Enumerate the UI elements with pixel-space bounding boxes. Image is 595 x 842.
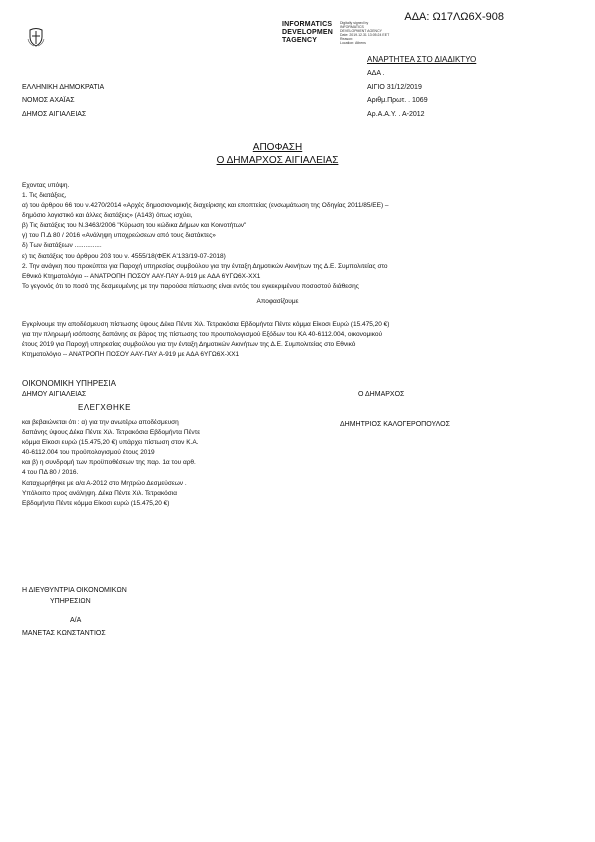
ada-code: ΑΔΑ: Ω17ΛΩ6Χ-908 [404, 11, 504, 23]
finance-line: και β) η συνδρομή των προϋποθέσεων της παρ. 1α του αρθ. [22, 459, 196, 466]
consideration-line: δ) Των διατάξεων ............... [22, 242, 102, 249]
director-signature: Α/Α [70, 617, 82, 624]
finance-line: 40-6112.004 του προϋπολογισμού έτους 2019 [22, 449, 155, 456]
header-aay: Αρ.Α.Α.Υ. . Α-2012 [367, 111, 425, 118]
header-municipality: ΔΗΜΟΣ ΑΙΓΙΑΛΕΙΑΣ [22, 111, 87, 118]
consideration-line: 1. Τις διατάξεις, [22, 192, 67, 199]
signature-line: Date: 2019.12.31 13:05:24 EET [340, 33, 390, 37]
finance-line: κόμμα Είκοσι ευρώ (15.475,20 €) υπάρχει πίστωση στον Κ.Α. [22, 439, 199, 446]
posted-online-label: ΑΝΑΡΤΗΤΕΑ ΣΤΟ ΔΙΑΔΙΚΤΥΟ [367, 55, 477, 64]
logo-line: INFORMATICS [282, 21, 333, 28]
document-subtitle: Ο ΔΗΜΑΡΧΟΣ ΑΙΓΙΑΛΕΙΑΣ [216, 155, 339, 166]
decision-heading: Αποφασίζουμε [256, 298, 299, 305]
director-title: Η ΔΙΕΥΘΥΝΤΡΙΑ ΟΙΚΟΝΟΜΙΚΩΝ [22, 587, 127, 594]
finance-line: Εβδομήντα Πέντε κόμμα Είκοσι ευρώ (15.475,20 €) [22, 500, 170, 507]
header-prefecture: ΝΟΜΟΣ ΑΧΑΪΑΣ [22, 97, 75, 104]
logo-line: DEVELOPMEN [282, 29, 334, 36]
document-title: ΑΠΟΦΑΣΗ [252, 142, 303, 153]
consideration-line: Εχοντας υπόψη. [22, 182, 70, 189]
decision-line: Εγκρίνουμε την αποδέσμευση πίστωσης ύψους Δέκα Πέντε Χιλ. Τετρακόσια Εβδομήντα Πέντε κόμμα Είκοσι Ευρώ (15.475,20 €) [22, 321, 390, 328]
decision-line: Κτηματολόγιο -- ΑΝΑΤΡΟΠΗ ΠΟΣΟΥ ΑΑΥ-ΠΑΥ Α-919 με ΑΔΑ 6ΥΓΩ6Χ-ΧΧ1 [22, 351, 240, 358]
consideration-line: γ) του Π.Δ 80 / 2016 «Ανάληψη υποχρεώσεων από τους διατάκτες» [22, 232, 216, 239]
header-protocol: Αριθμ.Πρωτ. . 1069 [367, 97, 428, 104]
signature-line: Reason: [340, 37, 354, 41]
finance-title: ΟΙΚΟΝΟΜΙΚΗ ΥΠΗΡΕΣΙΑ [22, 379, 116, 388]
finance-line: Υπόλοιπο προς ανάληψη. Δέκα Πέντε Χιλ. Τετρακόσια [22, 490, 177, 497]
signature-line: Digitally signed by [340, 21, 369, 25]
mayor-name: ΔΗΜΗΤΡΙΟΣ ΚΑΛΟΓΕΡΟΠΟΥΛΟΣ [340, 421, 450, 428]
digital-signature-details [340, 21, 389, 45]
finance-line: 4 του ΠΔ 80 / 2016. [22, 469, 79, 476]
signature-line: DEVELOPMENT AGENCY [340, 29, 382, 33]
greek-emblem-icon [27, 27, 45, 52]
finance-line: και βεβαιώνεται ότι : α) για την ανωτέρω αποδέσμευση [22, 419, 179, 426]
finance-subtitle: ΔΗΜΟΥ ΑΙΓΙΑΛΕΙΑΣ [22, 391, 87, 398]
consideration-line: β) Τις διατάξεις του Ν.3463/2006 "Κύρωση του κώδικα Δήμων και Κοινοτήτων" [22, 222, 247, 229]
consideration-line: α) του άρθρου 66 του ν.4270/2014 «Αρχές δημοσιονομικής διαχείρισης και εποπτείας (ενσωμάτωση της Οδηγίας 2011/85/ΕΕ) – [22, 202, 389, 209]
consideration-line: Το γεγονός ότι το ποσό της δεσμευμένης με την παρούσα πίστωσης είναι εντός του εγκεκριμένου ποσοστού διάθεσης [22, 283, 359, 290]
director-name: ΜΑΝΕΤΑΣ ΚΩΝΣΤΑΝΤΙΟΣ [22, 630, 106, 637]
logo-line: TAGENCY [282, 37, 318, 44]
header-ada: ΑΔΑ . [367, 70, 385, 77]
consideration-line: δημόσιο λογιστικό και άλλες διατάξεις» (Α143) όπως ισχύει, [22, 212, 193, 219]
header-republic: ΕΛΛΗΝΙΚΗ ΔΗΜΟΚΡΑΤΙΑ [22, 84, 105, 91]
signing-agency-logo [282, 21, 333, 45]
consideration-line: ε) τις διατάξεις του άρθρου 203 του ν. 4555/18(ΦΕΚ Α'133/19-07-2018) [22, 253, 226, 260]
finance-line: Καταχωρήθηκε με α/α Α-2012 στο Μητρώο Δεσμεύσεων . [22, 480, 187, 487]
checked-label: ΕΛΕΓΧΘΗΚΕ [78, 403, 131, 412]
header-date: ΑΙΓΙΟ 31/12/2019 [367, 84, 422, 91]
consideration-line: Εθνικό Κτηματολόγιο -- ΑΝΑΤΡΟΠΗ ΠΟΣΟΥ ΑΑΥ-ΠΑΥ Α-919 με ΑΔΑ 6ΥΓΩ6Χ-ΧΧ1 [22, 273, 261, 280]
signature-line: INFORMATICS [340, 25, 364, 29]
consideration-line: 2. Την ανάγκη που προκύπτει για Παροχή υπηρεσίας συμβούλου για την ένταξη Δημοτικών Ακινήτων της Δ.Ε. Συμπολιτείας στο [22, 263, 388, 270]
finance-line: δαπάνης ύψους Δέκα Πέντε Χιλ. Τετρακόσια Εβδομήντα Πέντε [22, 429, 201, 436]
signature-line: Location: Athens [340, 41, 366, 45]
mayor-role: Ο ΔΗΜΑΡΧΟΣ [358, 391, 405, 398]
decision-line: για την πληρωμή ισόποσης δαπάνης σε βάρος της πίστωσης του προυπολογισμού Εξόδων του ΚΑ 40-6112.004, οικονομικού [22, 331, 383, 338]
director-subtitle: ΥΠΗΡΕΣΙΩΝ [50, 598, 91, 605]
decision-line: έτους 2019 για Παροχή υπηρεσίας συμβούλου για την ένταξη Δημοτικών Ακινήτων της Δ.Ε. Συμπολιτείας στο Εθνικό [22, 341, 356, 348]
